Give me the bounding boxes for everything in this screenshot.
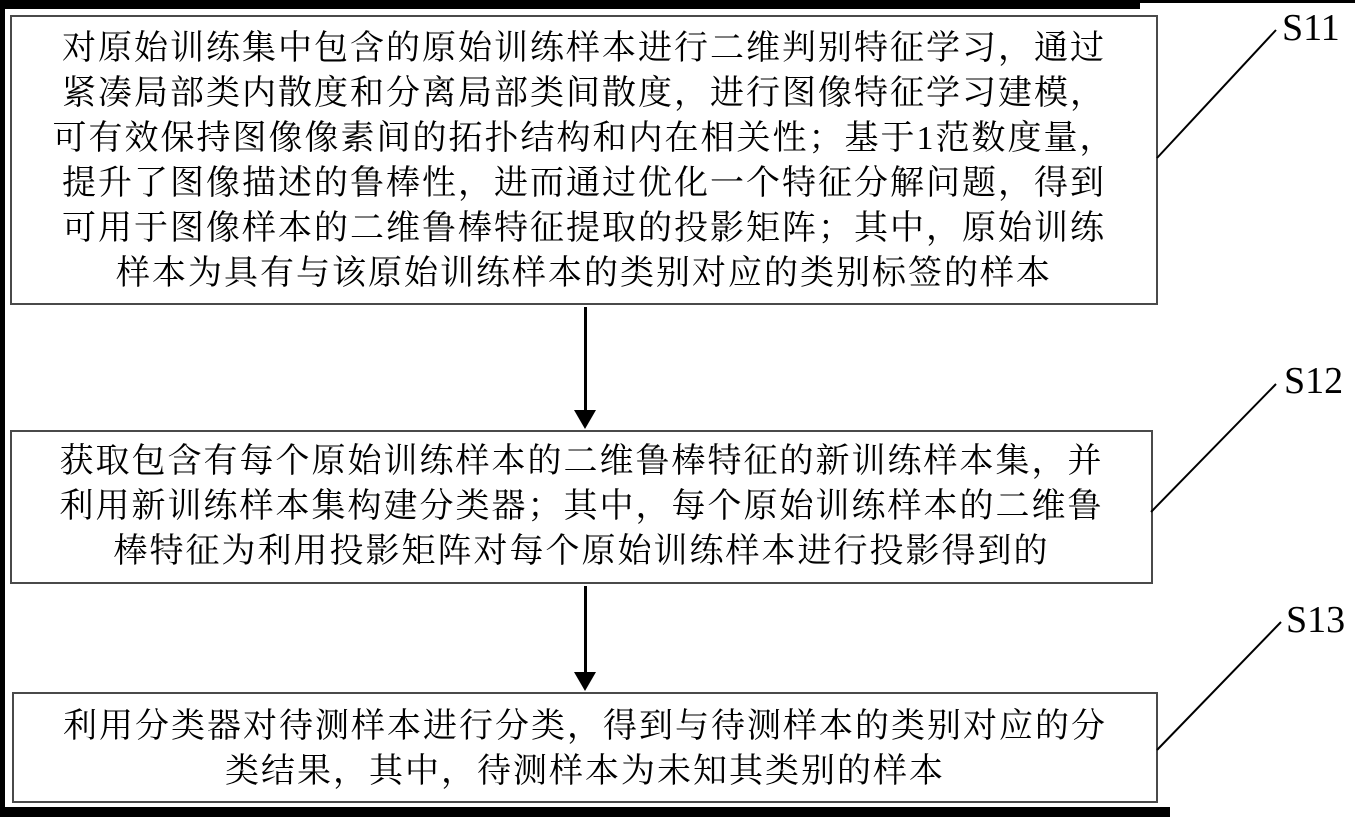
- step-2-text-line: 获取包含有每个原始训练样本的二维鲁棒特征的新训练样本集，并: [59, 443, 1104, 480]
- down-arrow-2-shaft: [584, 586, 587, 674]
- flow-step-1-box: [10, 15, 1158, 305]
- flow-step-2-box: [10, 430, 1153, 584]
- step-label-s11: S11: [1282, 7, 1340, 49]
- connector-line-s12: [1151, 384, 1276, 512]
- step-3-text-line: 类结果，其中，待测样本为未知其类别的样本: [225, 753, 945, 790]
- connector-line-s13: [1157, 622, 1281, 750]
- scan-edge-bottom-bar: [0, 807, 1170, 817]
- step-2-text-line: 利用新训练样本集构建分类器；其中，每个原始训练样本的二维鲁: [59, 488, 1104, 525]
- step-2-text-line: 棒特征为利用投影矩阵对每个原始训练样本进行投影得到的: [113, 533, 1050, 570]
- down-arrow-1-shaft: [584, 307, 587, 412]
- connector-line-s11: [1157, 30, 1276, 158]
- step-3-text-line: 利用分类器对待测样本进行分类，得到与待测样本的类别对应的分: [63, 708, 1107, 745]
- step-1-text-line: 可有效保持图像像素间的拓扑结构和内在相关性；基于1范数度量，: [52, 120, 1116, 157]
- scan-edge-left-bar: [0, 0, 5, 817]
- step-1-text-line: 样本为具有与该原始训练样本的类别对应的类别标签的样本: [116, 255, 1052, 292]
- down-arrow-1-head: [574, 410, 596, 429]
- step-label-s13: S13: [1286, 599, 1346, 641]
- flow-step-3-box: [12, 692, 1158, 803]
- step-1-text-line: 可用于图像样本的二维鲁棒特征提取的投影矩阵；其中，原始训练: [62, 210, 1106, 247]
- step-1-text-line: 紧凑局部类内散度和分离局部类间散度，进行图像特征学习建模，: [62, 75, 1106, 112]
- step-1-text-line: 对原始训练集中包含的原始训练样本进行二维判别特征学习，通过: [62, 30, 1106, 67]
- scan-edge-top-bar: [0, 0, 1140, 9]
- step-1-text-line: 提升了图像描述的鲁棒性，进而通过优化一个特征分解问题，得到: [62, 165, 1106, 202]
- step-label-s12: S12: [1284, 360, 1344, 402]
- down-arrow-2-head: [574, 672, 596, 691]
